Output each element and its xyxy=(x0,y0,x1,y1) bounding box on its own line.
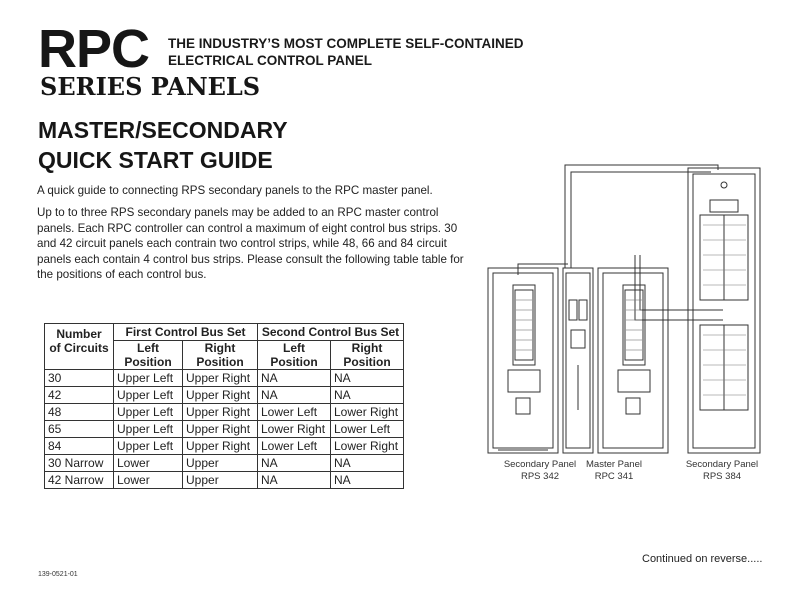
table-row xyxy=(45,455,404,472)
details-paragraph: Up to to three RPS secondary panels may be added to an RPC master control panels. Each RPC controller can control a maximum of eight control bus strips. 30 and 42 circuit panels each contrain two control strips, while 48, 66 and 84 circuit panels each contain 4 control bus strips. Please consult the following table table for the positions of each control bus. xyxy=(37,206,464,281)
table-cell: Upper Right xyxy=(183,421,258,438)
table-cell: Upper xyxy=(183,472,258,489)
brand-logo: RPC xyxy=(38,19,150,79)
table-row xyxy=(45,387,404,404)
table-cell: NA xyxy=(258,455,331,472)
rpc341-enclosure xyxy=(563,268,593,453)
table-cell: Lower Right xyxy=(331,438,404,455)
header-second-set: Second Control Bus Set xyxy=(258,324,404,341)
table-cell: NA xyxy=(331,472,404,489)
tagline-line-1: THE INDUSTRY’S MOST COMPLETE SELF-CONTAINED xyxy=(168,36,524,51)
series-title: SERIES PANELS xyxy=(40,72,261,101)
table-cell: Lower Left xyxy=(258,404,331,421)
header-second-left: Left Position xyxy=(258,341,331,370)
table-cell: NA xyxy=(331,387,404,404)
table-cell: NA xyxy=(258,387,331,404)
header-circuits-text: of Circuits xyxy=(49,340,109,355)
table-cell: 30 xyxy=(45,370,114,387)
table-cell: Upper Right xyxy=(183,370,258,387)
intro-paragraph: A quick guide to connecting RPS secondary panels to the RPC master panel. xyxy=(37,184,433,197)
table-cell: Upper Left xyxy=(114,421,183,438)
table-cell: Upper Right xyxy=(183,404,258,421)
header-first-set: First Control Bus Set xyxy=(114,324,258,341)
table-cell: Upper xyxy=(183,455,258,472)
table-cell: Lower xyxy=(114,472,183,489)
header-first-left: Left Position xyxy=(114,341,183,370)
tagline-line-2: ELECTRICAL CONTROL PANEL xyxy=(168,53,373,68)
table-row xyxy=(45,472,404,489)
table-cell: 30 Narrow xyxy=(45,455,114,472)
caption-rpc341: Master Panel RPC 341 xyxy=(586,459,642,482)
tagline xyxy=(168,35,588,69)
table-cell: Upper Left xyxy=(114,404,183,421)
table-cell: 65 xyxy=(45,421,114,438)
table-cell: 42 Narrow xyxy=(45,472,114,489)
table-cell: Upper Left xyxy=(114,370,183,387)
header-circuits xyxy=(45,324,114,370)
document-code: 139-0521-01 xyxy=(38,571,78,578)
table-cell: Lower xyxy=(114,455,183,472)
header-first-right: Right Position xyxy=(183,341,258,370)
header-number-text: Number xyxy=(56,326,102,341)
table-cell: Upper Left xyxy=(114,387,183,404)
caption-rps342: Secondary Panel RPS 342 xyxy=(503,459,577,482)
table-cell: Lower Left xyxy=(258,438,331,455)
table-cell: 48 xyxy=(45,404,114,421)
table-cell: Upper Right xyxy=(183,387,258,404)
control-bus-table xyxy=(44,323,404,489)
table-cell: Lower Right xyxy=(258,421,331,438)
table-cell: Lower Left xyxy=(331,421,404,438)
master-to-rps384-wire xyxy=(565,165,718,268)
panel-diagram xyxy=(478,160,778,460)
table-row xyxy=(45,421,404,438)
table-cell: NA xyxy=(331,370,404,387)
table-cell: 84 xyxy=(45,438,114,455)
guide-title-line-1: MASTER/SECONDARY xyxy=(38,117,288,143)
table-row xyxy=(45,370,404,387)
table-cell: NA xyxy=(331,455,404,472)
table-cell: Upper Right xyxy=(183,438,258,455)
continued-note: Continued on reverse..... xyxy=(642,553,763,565)
table-row xyxy=(45,404,404,421)
guide-title-line-2: QUICK START GUIDE xyxy=(38,147,273,173)
caption-rps384: Secondary Panel RPS 384 xyxy=(685,459,759,482)
header-second-right: Right Position xyxy=(331,341,404,370)
table-cell: Lower Right xyxy=(331,404,404,421)
table-cell: NA xyxy=(258,472,331,489)
table-cell: Upper Left xyxy=(114,438,183,455)
table-cell: NA xyxy=(258,370,331,387)
table-row xyxy=(45,438,404,455)
table-cell: 42 xyxy=(45,387,114,404)
